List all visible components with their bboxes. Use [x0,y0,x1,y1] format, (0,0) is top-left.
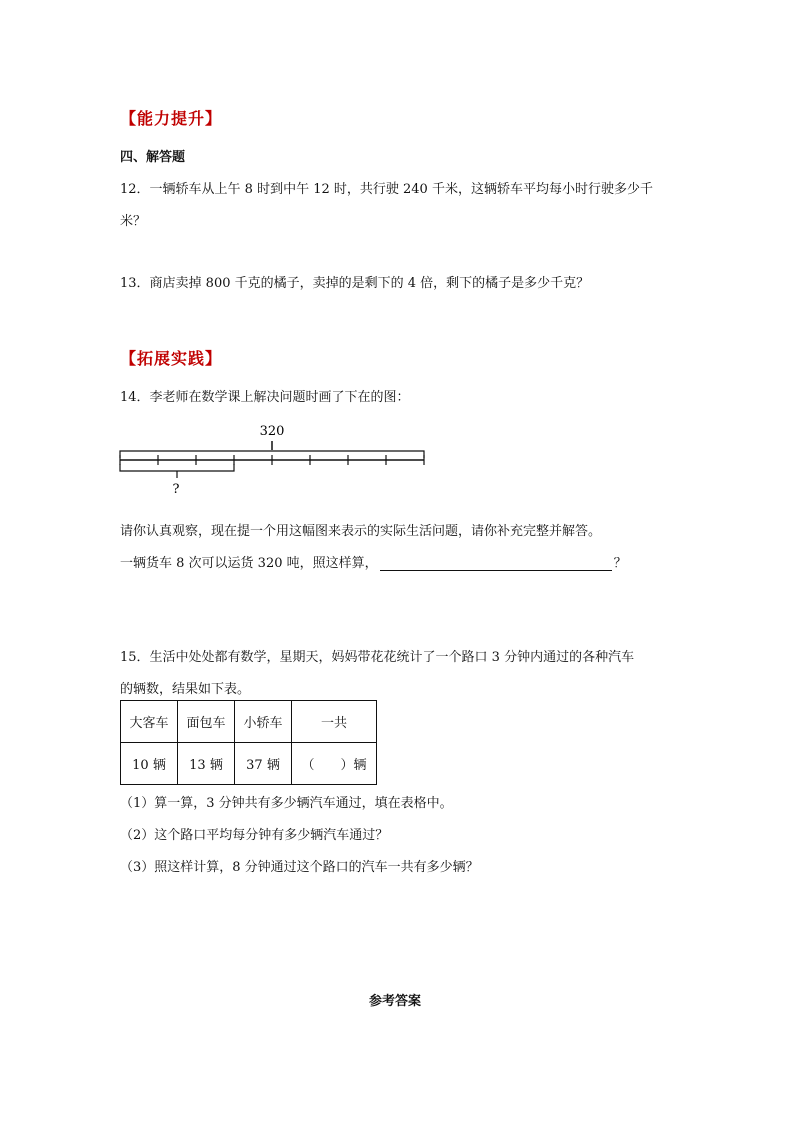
q14-fill-before: 一辆货车 8 次可以运货 320 吨，照这样算， [120,556,378,571]
section-title-extension: 【拓展实践】 [120,349,223,368]
part-brace [120,464,234,471]
q14-fill-sentence [120,552,627,571]
header-cell-car: 小轿车 [235,701,292,743]
value-cell-bus: 10 辆 [121,743,178,785]
value-cell-car: 37 辆 [235,743,292,785]
header-cell-van: 面包车 [178,701,235,743]
q15-line1: 15．生活中处处都有数学，星期天，妈妈带花花统计了一个路口 3 分钟内通过的各种汽车 [120,650,635,665]
q14-intro: 14．李老师在数学课上解决问题时画了下在的图： [120,390,410,405]
q13-text: 13．商店卖掉 800 千克的橘子，卖掉的是剩下的 4 倍，剩下的橘子是多少千克？ [120,276,590,291]
answers-title: 参考答案 [369,994,422,1009]
line-segment-diagram [110,418,440,502]
vehicle-count-table [120,700,377,785]
q14-answer-blank[interactable] [380,556,612,571]
part-heading: 四、解答题 [120,150,186,165]
header-cell-total: 一共 [292,701,377,743]
section-title-ability: 【能力提升】 [120,109,223,128]
table-value-row [121,743,377,785]
q15-sub3: （3）照这样计算，8 分钟通过这个路口的汽车一共有多少辆？ [120,860,479,875]
q15-sub1: （1）算一算，3 分钟共有多少辆汽车通过，填在表格中。 [120,796,453,811]
q12-line1: 12．一辆轿车从上午 8 时到中午 12 时，共行驶 240 千米，这辆轿车平均每小时行驶多少千 [120,182,653,197]
value-cell-van: 13 辆 [178,743,235,785]
table-header-row [121,701,377,743]
header-cell-bus: 大客车 [121,701,178,743]
diagram-question-label: ? [172,482,180,497]
q14-observe: 请你认真观察，现在提一个用这幅图来表示的实际生活问题，请你补充完整并解答。 [120,524,602,539]
value-cell-total[interactable]: （ ）辆 [292,743,377,785]
q14-fill-after: ？ [613,556,627,571]
q15-sub2: （2）这个路口平均每分钟有多少辆汽车通过？ [120,828,389,843]
q15-line2: 的辆数，结果如下表。 [120,682,251,697]
q12-line2: 米？ [120,214,147,229]
diagram-total-label: 320 [259,424,285,439]
